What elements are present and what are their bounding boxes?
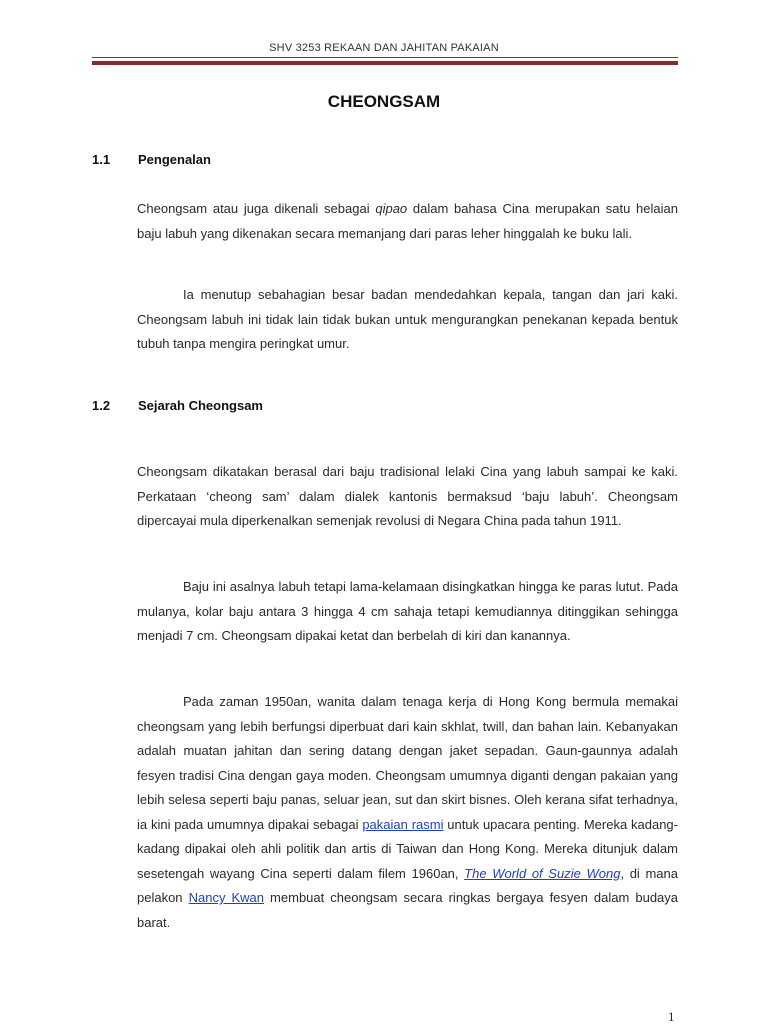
text-run: untuk upacara penting. Mereka kadang-kadang dipakai oleh ahli politik dan artis di Taiwan dan Hong Kong. Mereka ditunjuk dalam sesetengah wayang Cina seperti dalam filem 1960an, — [137, 816, 678, 881]
link-pakaian-rasmi[interactable]: pakaian rasmi — [362, 816, 444, 832]
paragraph-history-3 — [137, 690, 678, 935]
link-world-of-suzie-wong[interactable]: The World of Suzie Wong — [464, 865, 621, 881]
italic-term: qipao — [375, 201, 408, 216]
paragraph-intro-2: Ia menutup sebahagian besar badan mendedahkan kepala, tangan dan jari kaki. Cheongsam labuh ini tidak lain tidak bukan untuk mengurangkan penekanan kepada bentuk tubuh tanpa mengira peringkat umur. — [137, 287, 678, 351]
section-heading-sejarah — [92, 398, 263, 413]
paragraph-intro-1 — [137, 197, 678, 246]
running-header: SHV 3253 REKAAN DAN JAHITAN PAKAIAN — [269, 42, 499, 54]
paragraph-history-1: Cheongsam dikatakan berasal dari baju tradisional lelaki Cina yang labuh sampai ke kaki. Perkataan ‘cheong sam’ dalam dialek kantonis bermaksud ‘baju labuh’. Cheongsam dipercayai mula diperkenalkan semenjak revolusi di Negara China pada tahun 1911. — [137, 464, 678, 528]
text-run: dalam bahasa Cina merupakan satu helaian baju labuh yang dikenakan secara memanjang dari paras leher hinggalah ke buku lali. — [137, 201, 678, 241]
text-run: Pada zaman 1950an, wanita dalam tenaga kerja di Hong Kong bermula memakai cheongsam yang lebih berfungsi diperbuat dari kain skhlat, twill, dan bahan lain. Kebanyakan adalah muatan jahitan dan sering datang dengan jaket sepadan. Gaun-gaunnya adalah fesyen tradisi Cina dengan gaya moden. Cheongsam umumnya diganti dengan pakaian yang lebih selesa seperti baju panas, seluar jean, sut dan skirt bisnes. Oleh kerana sifat terhadnya, ia kini pada umumnya dipakai sebagai — [137, 694, 678, 832]
section-heading-pengenalan — [92, 152, 211, 167]
text-run: , di mana pelakon — [137, 865, 678, 905]
paragraph-history-2: Baju ini asalnya labuh tetapi lama-kelamaan disingkatkan hingga ke paras lutut. Pada mulanya, kolar baju antara 3 hingga 4 cm sahaja tetapi kemudiannya ditinggikan sehingga menjadi 7 cm. Cheongsam dipakai ketat dan berbelah di kiri dan kanannya. — [137, 579, 678, 643]
header-rule-thin — [92, 57, 678, 58]
link-nancy-kwan[interactable]: Nancy Kwan — [188, 890, 265, 905]
header-rule-thick — [92, 61, 678, 65]
page-number: 1 — [668, 1009, 675, 1024]
section-title: Sejarah Cheongsam — [138, 398, 263, 413]
section-number: 1.2 — [92, 398, 111, 413]
section-title: Pengenalan — [138, 152, 211, 167]
section-number: 1.1 — [92, 152, 111, 167]
document-title: CHEONGSAM — [327, 92, 441, 111]
text-run: membuat cheongsam secara ringkas bergaya fesyen dalam budaya barat. — [137, 890, 679, 930]
text-run: Cheongsam atau juga dikenali sebagai — [137, 201, 376, 216]
